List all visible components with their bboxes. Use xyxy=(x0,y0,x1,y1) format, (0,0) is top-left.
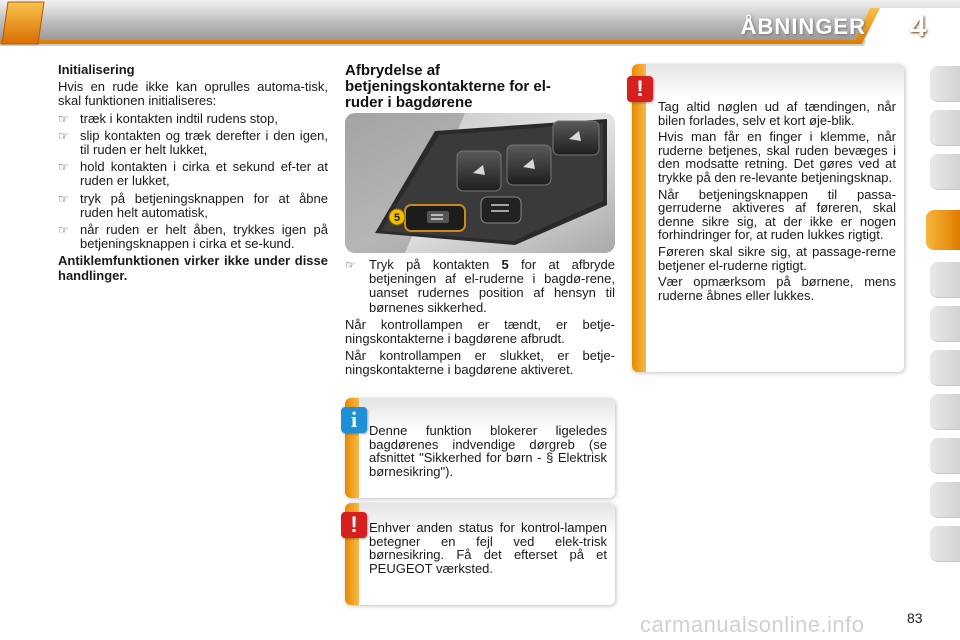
child-lock-section xyxy=(345,63,615,111)
chapter-tab-4-active[interactable] xyxy=(926,210,960,250)
warning-icon: ! xyxy=(627,76,653,102)
chapter-badge xyxy=(0,0,46,46)
safety-warning-text: Tag altid nøglen ud af tændingen, når bilen forlades, selv et kort øje-blik. Hvis man får en finger i klemme, når ruderne betjenes, skal ruden bevæges i den modsatte retning. Det gøres ved at trykke på den re-levante betjeningsknap. Når betjeningsknappen til passa-gerruderne aktiveres af føreren, skal denne sikre sig, at der ikke er nogen forhindringer for, at ruden lukkes rigtigt. Føreren skal sikre sig, at passage-rerne betjener el-ruderne rigtigt. Vær opmærksom på børnene, mens ruderne åbnes eller lukkes. xyxy=(658,99,896,303)
chapter-tab-9[interactable] xyxy=(930,438,960,474)
chapter-tab-11[interactable] xyxy=(930,526,960,562)
list-item: ☞ slip kontakten og træk derefter i den igen, til ruden er helt lukket, xyxy=(58,127,328,158)
window-switch-photo xyxy=(345,113,615,253)
page-number: 83 xyxy=(907,610,923,626)
chapter-number: 4 xyxy=(909,10,927,43)
warning-icon: ! xyxy=(341,512,367,538)
list-item: ☞ Tryk på kontakten 5 for at afbryde betjeningen af el-ruderne i bagdø-rene, uanset rudernes position af hensyn til børnenes sikkerhed. xyxy=(345,257,615,315)
list-item: ☞ hold kontakten i cirka et sekund ef-ter at ruden er lukket, xyxy=(58,159,328,189)
chapter-tab-5[interactable] xyxy=(930,262,960,298)
hand-pointer-icon: ☞ xyxy=(58,191,69,206)
list-item: ☞ tryk på betjeningsknappen for at åbne ruden helt automatisk, xyxy=(58,190,328,220)
chapter-tab-8[interactable] xyxy=(930,394,960,430)
fault-warning-text: Enhver anden status for kontrol-lampen betegner en fejl ved elek-trisk børnesikring. Få det efterset på et PEUGEOT værksted. xyxy=(369,520,607,576)
window-switch-illustration xyxy=(345,113,615,253)
hand-pointer-icon: ☞ xyxy=(58,223,69,238)
chapter-tab-7[interactable] xyxy=(930,350,960,386)
hand-pointer-icon: ☞ xyxy=(345,258,356,272)
hand-pointer-icon: ☞ xyxy=(58,111,69,126)
anti-pinch-warning: Antiklemfunktionen virker ikke under disse handlinger. xyxy=(58,253,328,283)
hand-pointer-icon: ☞ xyxy=(58,128,69,143)
watermark: carmanualsonline.info xyxy=(640,612,865,637)
intro-text: Hvis en rude ikke kan oprulles automa-tisk, skal funktionen initialiseres: xyxy=(58,79,328,109)
chapter-tab-6[interactable] xyxy=(930,306,960,342)
lamp-off-text: Når kontrollampen er slukket, er betje-ningskontakterne i bagdørene aktiveret. xyxy=(345,348,615,378)
section-title: Afbrydelse af betjeningskontakterne for el-ruder i bagdørene xyxy=(345,62,551,111)
list-item: ☞ træk i kontakten indtil rudens stop, xyxy=(58,110,278,126)
section-heading: Initialisering xyxy=(58,62,135,77)
chapter-tab-10[interactable] xyxy=(930,482,960,518)
info-icon: i xyxy=(341,407,367,433)
chapter-tab-1[interactable] xyxy=(930,66,960,102)
lamp-on-text: Når kontrollampen er tændt, er betje-ningskontakterne i bagdørene afbrudt. xyxy=(345,316,615,347)
chapter-tab-3[interactable] xyxy=(930,154,960,190)
chapter-tabs xyxy=(926,66,960,576)
switch-number: 5 xyxy=(501,257,509,272)
info-text: Denne funktion blokerer ligeledes bagdørenes indvendige dørgreb (se afsnittet "Sikkerhed for børn - § Elektrisk børnesikring"). xyxy=(369,423,607,479)
initialisation-section xyxy=(58,63,328,286)
chapter-header xyxy=(0,0,960,52)
chapter-tab-2[interactable] xyxy=(930,110,960,146)
info-box xyxy=(345,398,615,498)
chapter-title: ÅBNINGER xyxy=(740,14,866,39)
fault-warning-box xyxy=(345,503,615,605)
child-lock-text xyxy=(345,258,615,381)
photo-callout-5: 5 xyxy=(393,212,401,224)
hand-pointer-icon: ☞ xyxy=(58,160,69,175)
list-item: ☞ når ruden er helt åben, trykkes igen på betjeningsknappen i cirka et se-kund. xyxy=(58,222,328,252)
safety-warning-box xyxy=(632,64,904,372)
